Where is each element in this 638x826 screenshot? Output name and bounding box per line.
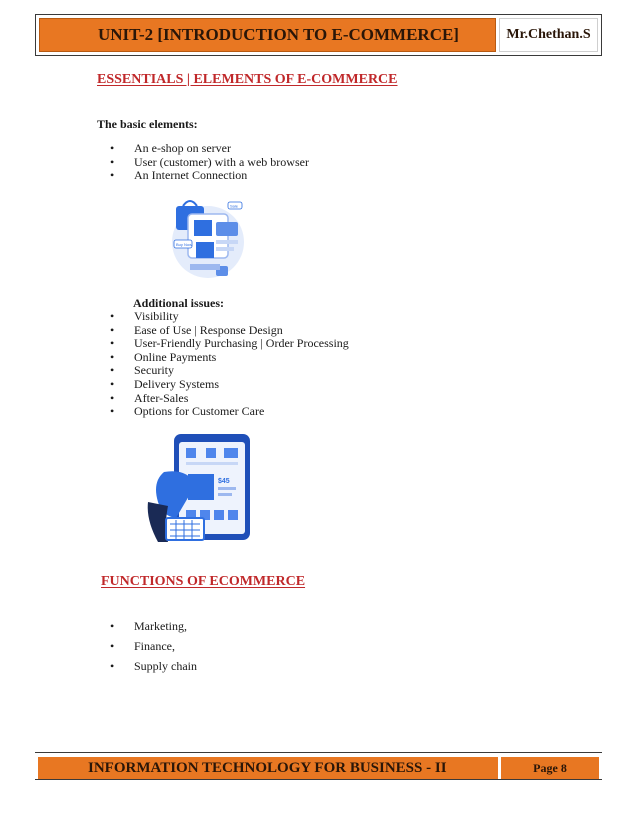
basic-elements-label: The basic elements:: [97, 117, 198, 131]
list-item: • After-Sales: [110, 392, 349, 406]
tablet-shopping-illustration: [144, 432, 254, 544]
shoe-icon: [196, 242, 214, 258]
header-title: UNIT-2 [INTRODUCTION TO E-COMMERCE]: [39, 18, 496, 52]
price-label: $45: [218, 478, 230, 485]
list-item: • Finance,: [110, 636, 197, 656]
section-heading-functions: FUNCTIONS OF ECOMMERCE: [101, 574, 306, 589]
list-item: • User (customer) with a web browser: [110, 156, 309, 170]
list-item: • User-Friendly Purchasing | Order Processing: [110, 337, 349, 351]
basic-elements-list: [110, 142, 309, 183]
functions-list: [110, 616, 197, 676]
page-header: [35, 14, 602, 56]
list-item: • An e-shop on server: [110, 142, 309, 156]
buy-now-tag: Buy Now: [176, 242, 193, 247]
list-item: • Delivery Systems: [110, 378, 349, 392]
sale-tag: Sale: [230, 203, 239, 209]
additional-issues-label: Additional issues:: [133, 296, 225, 310]
page-number: Page 8: [501, 757, 599, 779]
tshirt-icon: [194, 220, 212, 236]
list-item: • An Internet Connection: [110, 169, 309, 183]
list-item: • Security: [110, 364, 349, 378]
list-item: • Marketing,: [110, 616, 197, 636]
basket-icon: [166, 518, 204, 540]
page-footer: [35, 752, 602, 780]
list-item: • Visibility: [110, 310, 349, 324]
list-item: • Ease of Use | Response Design: [110, 324, 349, 338]
header-author: Mr.Chethan.S: [499, 18, 598, 52]
footer-title: INFORMATION TECHNOLOGY FOR BUSINESS - II: [38, 757, 498, 779]
list-item: • Online Payments: [110, 351, 349, 365]
list-item: • Supply chain: [110, 656, 197, 676]
section-heading-essentials: ESSENTIALS | ELEMENTS OF E-COMMERCE: [97, 72, 398, 87]
online-shopping-illustration: [162, 194, 254, 284]
list-item: • Options for Customer Care: [110, 405, 349, 419]
additional-issues-list: [110, 310, 349, 419]
credit-card-icon: [216, 222, 238, 236]
